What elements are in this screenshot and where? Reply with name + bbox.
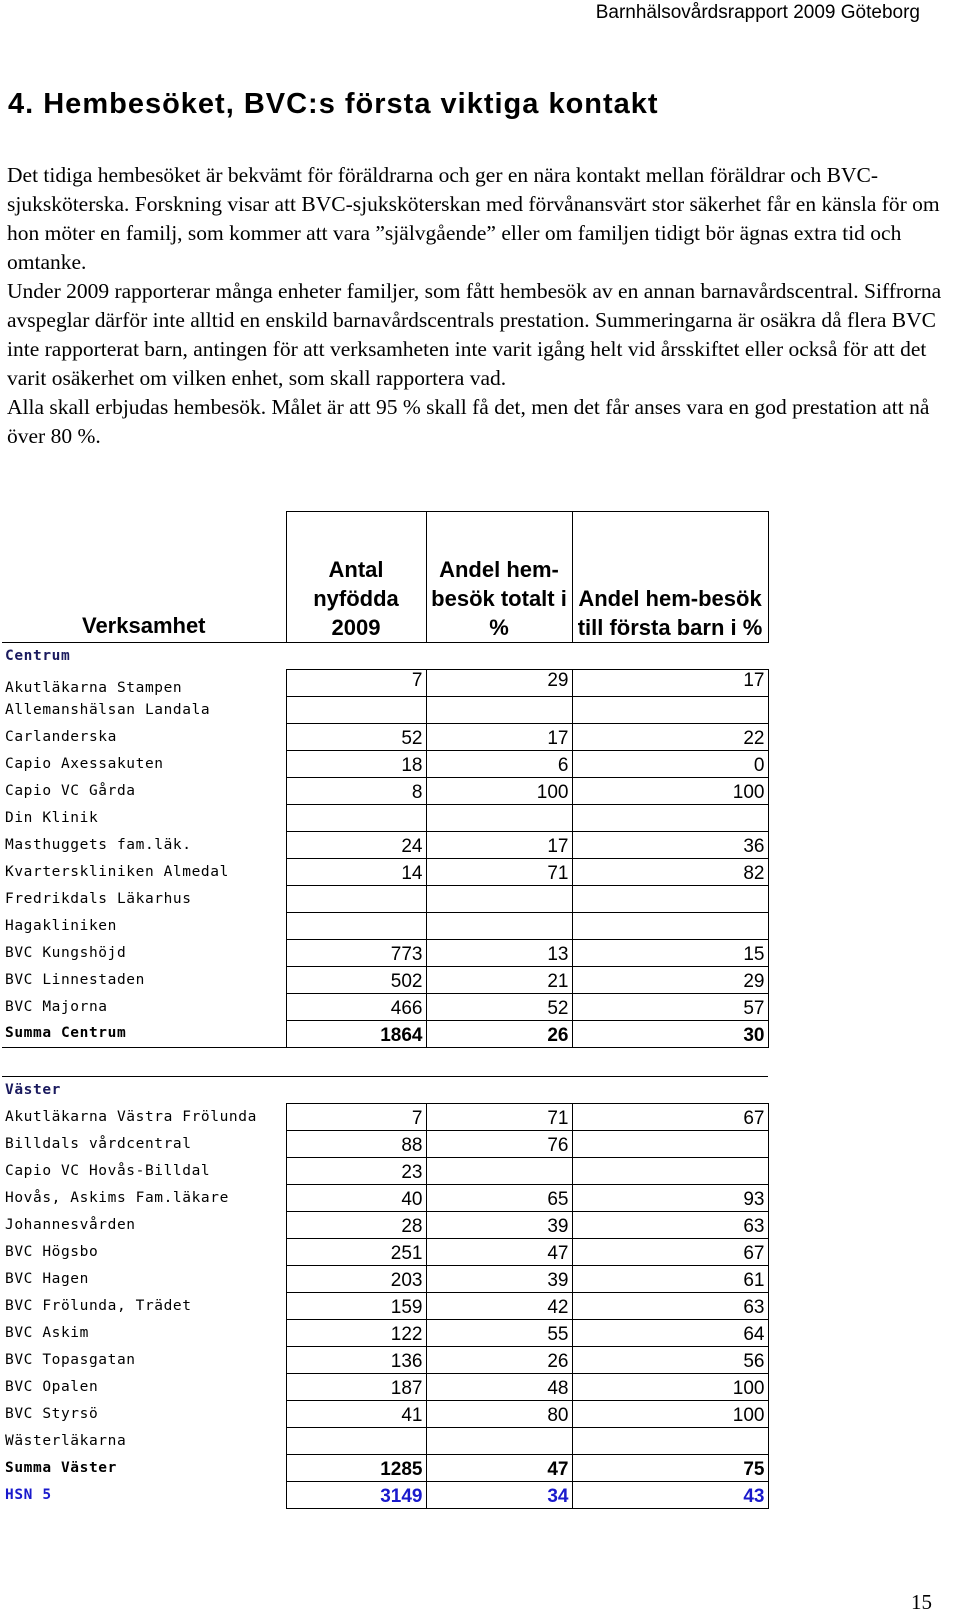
table-row xyxy=(2,804,768,831)
cell-totalt xyxy=(426,885,572,912)
table-row xyxy=(2,1319,768,1346)
cell-totalt xyxy=(426,1427,572,1454)
paragraph: Det tidiga hembesöket är bekvämt för föräldrarna och ger en nära kontakt mellan föräldrar och BVC-sjuksköterska. Forskning visar att BVC-sjuksköterskan med förvånansvärt stor säkerhet får en känsla för om hon möter en familj, som kommer att vara ”självgående” eller om familjen tidigt bör ägnas extra tid och omtanke. xyxy=(7,163,940,274)
table-row xyxy=(2,1427,768,1454)
cell-antal: 41 xyxy=(286,1400,426,1427)
cell-totalt: 47 xyxy=(426,1238,572,1265)
cell-totalt: 100 xyxy=(426,777,572,804)
row-label: HSN 5 xyxy=(5,1486,52,1503)
cell-totalt: 52 xyxy=(426,993,572,1020)
home-visit-table xyxy=(2,511,769,1509)
row-label: BVC Kungshöjd xyxy=(5,944,127,961)
cell-antal: 3149 xyxy=(286,1481,426,1508)
cell-forsta: 63 xyxy=(572,1292,768,1319)
table-row xyxy=(2,1238,768,1265)
row-label: Din Klinik xyxy=(5,809,99,826)
row-label: Kvarterskliniken Almedal xyxy=(5,863,229,880)
cell-antal xyxy=(286,885,426,912)
cell-totalt xyxy=(426,1157,572,1184)
row-label: Masthuggets fam.läk. xyxy=(5,836,192,853)
cell-antal: 7 xyxy=(286,1103,426,1130)
cell-antal: 136 xyxy=(286,1346,426,1373)
cell-antal: 187 xyxy=(286,1373,426,1400)
cell-antal: 14 xyxy=(286,858,426,885)
cell-totalt: 55 xyxy=(426,1319,572,1346)
table-row xyxy=(2,1346,768,1373)
cell-antal: 159 xyxy=(286,1292,426,1319)
cell-totalt xyxy=(426,696,572,723)
cell-totalt: 26 xyxy=(426,1020,572,1047)
table-row xyxy=(2,831,768,858)
summary-row xyxy=(2,1454,768,1481)
cell-forsta xyxy=(572,912,768,939)
col-header-forsta: Andel hem-besök till första barn i % xyxy=(572,512,768,643)
cell-totalt xyxy=(426,912,572,939)
cell-totalt: 21 xyxy=(426,966,572,993)
row-label: BVC Styrsö xyxy=(5,1405,99,1422)
cell-totalt: 26 xyxy=(426,1346,572,1373)
row-label: BVC Askim xyxy=(5,1324,89,1341)
cell-forsta: 67 xyxy=(572,1238,768,1265)
row-label: BVC Frölunda, Trädet xyxy=(5,1297,192,1314)
cell-forsta xyxy=(572,696,768,723)
paragraph: Under 2009 rapporterar många enheter familjer, som fått hembesök av en annan barnavårdscentral. Siffrorna avspeglar därför inte alltid en enskild barnavårdscentrals prestation. Summeringarna är osäkra då flera BVC inte rapporterat barn, antingen för att verksamheten inte varit igång helt vid årsskiftet eller också för att det varit osäkerhet om vilken enhet, som skall rapportera vad. xyxy=(7,279,942,390)
cell-forsta: 29 xyxy=(572,966,768,993)
spacer-row xyxy=(2,1047,768,1076)
cell-antal: 122 xyxy=(286,1319,426,1346)
table-row xyxy=(2,1265,768,1292)
row-label: Wästerläkarna xyxy=(5,1432,127,1449)
cell-forsta: 93 xyxy=(572,1184,768,1211)
row-label: Carlanderska xyxy=(5,728,117,745)
section-label: Väster xyxy=(2,1076,768,1103)
table-row xyxy=(2,966,768,993)
cell-forsta: 36 xyxy=(572,831,768,858)
cell-antal: 203 xyxy=(286,1265,426,1292)
table-row xyxy=(2,669,768,696)
cell-forsta: 57 xyxy=(572,993,768,1020)
table-row xyxy=(2,1292,768,1319)
cell-forsta: 75 xyxy=(572,1454,768,1481)
cell-forsta: 100 xyxy=(572,1400,768,1427)
cell-antal: 7 xyxy=(286,669,426,696)
row-label: Allemanshälsan Landala xyxy=(5,701,211,718)
cell-totalt: 71 xyxy=(426,1103,572,1130)
col-header-antal: Antal nyfödda 2009 xyxy=(286,512,426,643)
section-title: 4. Hembesöket, BVC:s första viktiga kontakt xyxy=(8,88,659,120)
cell-totalt: 17 xyxy=(426,723,572,750)
row-label: BVC Högsbo xyxy=(5,1243,99,1260)
cell-totalt: 80 xyxy=(426,1400,572,1427)
cell-totalt: 48 xyxy=(426,1373,572,1400)
table-row xyxy=(2,939,768,966)
cell-forsta: 17 xyxy=(572,669,768,696)
cell-totalt: 17 xyxy=(426,831,572,858)
table-row xyxy=(2,1373,768,1400)
row-label: Johannesvården xyxy=(5,1216,136,1233)
cell-antal: 8 xyxy=(286,777,426,804)
summary-row xyxy=(2,1020,768,1047)
col-header-totalt: Andel hem-besök totalt i % xyxy=(426,512,572,643)
table-row xyxy=(2,1130,768,1157)
table-header-row xyxy=(2,512,768,643)
cell-forsta: 82 xyxy=(572,858,768,885)
row-label: Billdals vårdcentral xyxy=(5,1135,192,1152)
cell-forsta: 100 xyxy=(572,777,768,804)
total-row xyxy=(2,1481,768,1508)
cell-antal: 18 xyxy=(286,750,426,777)
page-number: 15 xyxy=(911,1590,932,1614)
row-label: Akutläkarna Stampen xyxy=(5,680,183,696)
cell-totalt: 71 xyxy=(426,858,572,885)
spacer-cell xyxy=(2,1047,768,1076)
table-row xyxy=(2,723,768,750)
cell-totalt: 34 xyxy=(426,1481,572,1508)
cell-antal: 773 xyxy=(286,939,426,966)
cell-totalt: 42 xyxy=(426,1292,572,1319)
cell-forsta xyxy=(572,1130,768,1157)
cell-antal: 52 xyxy=(286,723,426,750)
table-row xyxy=(2,1103,768,1130)
cell-forsta: 100 xyxy=(572,1373,768,1400)
section-row xyxy=(2,1076,768,1103)
cell-antal: 1285 xyxy=(286,1454,426,1481)
row-label: Summa Centrum xyxy=(5,1025,127,1042)
row-label: Capio VC Hovås-Billdal xyxy=(5,1162,211,1179)
cell-totalt: 47 xyxy=(426,1454,572,1481)
cell-antal xyxy=(286,696,426,723)
section-row xyxy=(2,642,768,669)
section-label-centrum: Centrum xyxy=(2,642,768,669)
cell-antal: 466 xyxy=(286,993,426,1020)
cell-forsta: 67 xyxy=(572,1103,768,1130)
cell-antal: 251 xyxy=(286,1238,426,1265)
table-row xyxy=(2,912,768,939)
cell-antal: 1864 xyxy=(286,1020,426,1047)
table-row xyxy=(2,750,768,777)
cell-totalt xyxy=(426,804,572,831)
cell-antal: 24 xyxy=(286,831,426,858)
cell-forsta: 22 xyxy=(572,723,768,750)
cell-forsta xyxy=(572,804,768,831)
row-label: Hagakliniken xyxy=(5,917,117,934)
cell-forsta: 63 xyxy=(572,1211,768,1238)
cell-forsta: 0 xyxy=(572,750,768,777)
cell-forsta: 30 xyxy=(572,1020,768,1047)
table-row xyxy=(2,885,768,912)
row-label: BVC Topasgatan xyxy=(5,1351,136,1368)
cell-forsta: 61 xyxy=(572,1265,768,1292)
table-row xyxy=(2,777,768,804)
cell-totalt: 65 xyxy=(426,1184,572,1211)
cell-antal xyxy=(286,804,426,831)
cell-forsta xyxy=(572,1427,768,1454)
cell-totalt: 76 xyxy=(426,1130,572,1157)
cell-forsta xyxy=(572,1157,768,1184)
cell-forsta: 15 xyxy=(572,939,768,966)
cell-forsta: 43 xyxy=(572,1481,768,1508)
paragraph: Alla skall erbjudas hembesök. Målet är att 95 % skall få det, men det får anses vara en god prestation att nå över 80 %. xyxy=(7,395,930,448)
row-label: Summa Väster xyxy=(5,1459,117,1476)
row-label: Akutläkarna Västra Frölunda xyxy=(5,1108,257,1125)
cell-totalt: 6 xyxy=(426,750,572,777)
table-row xyxy=(2,1184,768,1211)
cell-antal: 502 xyxy=(286,966,426,993)
table-row xyxy=(2,858,768,885)
row-label: BVC Hagen xyxy=(5,1270,89,1287)
cell-forsta: 56 xyxy=(572,1346,768,1373)
cell-antal xyxy=(286,1427,426,1454)
cell-forsta: 64 xyxy=(572,1319,768,1346)
cell-antal xyxy=(286,912,426,939)
row-label: BVC Linnestaden xyxy=(5,971,145,988)
cell-antal: 40 xyxy=(286,1184,426,1211)
cell-totalt: 39 xyxy=(426,1211,572,1238)
cell-forsta xyxy=(572,885,768,912)
row-label: Fredrikdals Läkarhus xyxy=(5,890,192,907)
cell-antal: 28 xyxy=(286,1211,426,1238)
cell-antal: 88 xyxy=(286,1130,426,1157)
row-label: Capio VC Gårda xyxy=(5,782,136,799)
row-label: BVC Majorna xyxy=(5,998,108,1015)
running-header: Barnhälsovårdsrapport 2009 Göteborg xyxy=(595,2,920,23)
table-row xyxy=(2,1157,768,1184)
row-label: BVC Opalen xyxy=(5,1378,99,1395)
table-row xyxy=(2,696,768,723)
cell-totalt: 29 xyxy=(426,669,572,696)
table-row xyxy=(2,1400,768,1427)
row-label: Capio Axessakuten xyxy=(5,755,164,772)
table-row xyxy=(2,993,768,1020)
cell-totalt: 13 xyxy=(426,939,572,966)
row-label: Hovås, Askims Fam.läkare xyxy=(5,1189,229,1206)
body-text xyxy=(7,161,947,451)
col-header-verksamhet: Verksamhet xyxy=(2,512,286,643)
table-row xyxy=(2,1211,768,1238)
cell-antal: 23 xyxy=(286,1157,426,1184)
cell-totalt: 39 xyxy=(426,1265,572,1292)
